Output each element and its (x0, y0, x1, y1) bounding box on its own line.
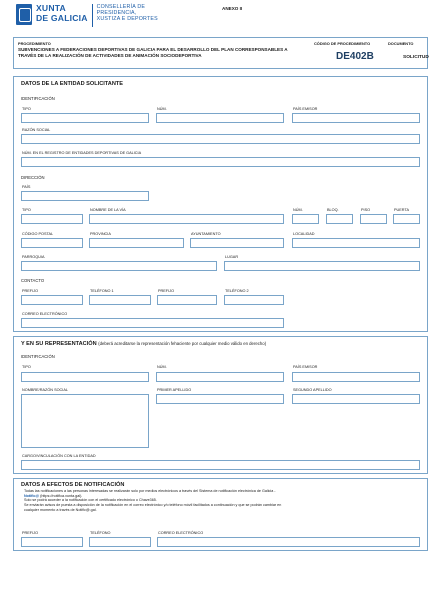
applicant-razon-social-field[interactable] (21, 134, 420, 144)
nombre-via-label: NOMBRE DE LA VÍA (90, 208, 126, 212)
ministry-line-2: PRESIDENCIA, (96, 10, 137, 17)
notice-line-1: Todas las notificaciones a las personas interesadas se realizarán solo por medios electrónicos a través del Sistema de notificación electrónica de Galicia - (24, 489, 276, 493)
prefijo1-label: PREFIJO (22, 289, 39, 293)
prefijo2-label: PREFIJO (158, 289, 175, 293)
ministry-name (97, 4, 158, 22)
num-via-label: NÚM. (293, 208, 303, 212)
ministry-line-3: XUSTIZA E DEPORTES (96, 16, 158, 23)
rep-cargo-field[interactable] (21, 460, 420, 470)
telefono2-label: TELÉFONO 2 (225, 289, 249, 293)
notice-line-2-text: (https://notifica.xunta.gal). (40, 493, 83, 498)
provincia-field[interactable] (89, 238, 184, 248)
rep-segundo-apellido-label: SEGUNDO APELLIDO (293, 388, 332, 392)
xunta-crest-icon (16, 4, 32, 25)
lugar-label: LUGAR (225, 255, 239, 259)
codigo-postal-field[interactable] (21, 238, 83, 248)
procedure-title: SUBVENCIONES A FEDERACIONES DEPORTIVAS DE GALICIA PARA EL DESARROLLO DEL PLAN CORRESPONSABLES A TRAVÉS DE LA REALIZACIÓN DE ACTIVIDADES DE ANIMACIÓN SOCIODEPORTIVA (18, 47, 288, 58)
notif-correo-field[interactable] (157, 537, 420, 547)
correo-label: CORREO ELECTRÓNICO (22, 312, 68, 316)
brand-line-2: DE GALICIA (36, 12, 88, 23)
rep-identification-subtitle: IDENTIFICACIÓN (21, 354, 55, 359)
rep-nombre-label: NOMBRE/RAZÓN SOCIAL (22, 388, 68, 392)
telefono1-label: TELÉFONO 1 (90, 289, 114, 293)
notice-line-5: cualquier momento a través de Notific@.gal. (24, 507, 97, 512)
logo-divider (92, 4, 93, 27)
procedure-code: DE402B (336, 51, 374, 62)
representative-section-title (21, 341, 266, 347)
pais-emisor-label: PAÍS EMISOR (293, 107, 318, 111)
tipo-via-label: TIPO (22, 208, 31, 212)
rep-primer-apellido-field[interactable] (156, 394, 284, 404)
applicant-section (13, 76, 428, 332)
razon-social-label: RAZÓN SOCIAL (22, 128, 51, 132)
rep-num-field[interactable] (156, 372, 284, 382)
brand-name (36, 4, 88, 23)
document-label: DOCUMENTO (388, 41, 414, 46)
correo-field[interactable] (21, 318, 284, 328)
notif-prefijo-field[interactable] (21, 537, 83, 547)
ministry-line-1: CONSELLERÍA DE (96, 4, 146, 10)
notification-section (13, 478, 428, 551)
applicant-pais-emisor-field[interactable] (292, 113, 420, 123)
bloq-field[interactable] (326, 214, 353, 224)
representative-title-text: Y EN SU REPRESENTACIÓN (21, 341, 97, 347)
ayuntamiento-label: AYUNTAMIENTO (191, 232, 221, 236)
representative-section (13, 336, 428, 474)
tipo-via-field[interactable] (21, 214, 83, 224)
prefijo2-field[interactable] (157, 295, 217, 305)
notification-section-title: DATOS A EFECTOS DE NOTIFICACIÓN (21, 482, 125, 488)
procedure-label: PROCEDIMIENTO (18, 41, 51, 46)
prefijo1-field[interactable] (21, 295, 83, 305)
registro-label: NÚM. EN EL REGISTRO DE ENTIDADES DEPORTIVAS DE GALICIA (22, 151, 142, 155)
rep-cargo-label: CARGO/VINCULACIÓN CON LA ENTIDAD (22, 454, 96, 458)
rep-tipo-label: TIPO (22, 365, 31, 369)
notice-line-4: Se enviarán avisos de puesta a disposición de la notificación en el correo electrónico y/o teléfono móvil facilitados a continuación y que se podrán cambiar en (24, 503, 282, 508)
document-value: SOLICITUD (403, 55, 429, 60)
notice-line-3: Solo se podrá acceder a la notificación con el certificado electrónico o Chave365. (24, 498, 157, 503)
telefono2-field[interactable] (224, 295, 284, 305)
piso-field[interactable] (360, 214, 387, 224)
representative-note: (deberá acreditarse la representación fehaciente por cualquier medio válido en derecho) (98, 341, 267, 346)
rep-pais-emisor-field[interactable] (292, 372, 420, 382)
bloq-label: BLOQ. (327, 208, 339, 212)
telefono1-field[interactable] (89, 295, 151, 305)
codigo-postal-label: CÓDIGO POSTAL (22, 232, 54, 236)
brand-line-1: XUNTA (36, 3, 66, 13)
localidad-field[interactable] (292, 238, 420, 248)
provincia-label: PROVINCIA (90, 232, 111, 236)
notif-telefono-field[interactable] (89, 537, 151, 547)
annex-label: ANEXO II (222, 6, 243, 11)
puerta-field[interactable] (393, 214, 420, 224)
num-label: NÚM. (157, 107, 167, 111)
applicant-registro-field[interactable] (21, 157, 420, 167)
procedure-box (13, 37, 428, 69)
pais-label: PAÍS (22, 185, 31, 189)
rep-num-label: NÚM. (157, 365, 167, 369)
direccion-subtitle: DIRECCIÓN (21, 175, 45, 180)
notif-telefono-label: TELÉFONO (90, 531, 111, 535)
procedure-code-label: CÓDIGO DE PROCEDIMIENTO (314, 41, 371, 46)
puerta-label: PUERTA (394, 208, 410, 212)
parroquia-label: PARROQUIA (22, 255, 45, 259)
localidad-label: LOCALIDAD (293, 232, 315, 236)
notif-correo-label: CORREO ELECTRÓNICO (158, 531, 204, 535)
rep-nombre-field[interactable] (21, 394, 149, 448)
notifica-link[interactable]: Notific@ (24, 493, 40, 498)
ayuntamiento-field[interactable] (190, 238, 284, 248)
rep-segundo-apellido-field[interactable] (292, 394, 420, 404)
identification-subtitle: IDENTIFICACIÓN (21, 96, 55, 101)
applicant-pais-field[interactable] (21, 191, 149, 201)
notification-notice (24, 489, 422, 513)
rep-tipo-field[interactable] (21, 372, 149, 382)
xunta-logo (16, 4, 176, 30)
piso-label: PISO (361, 208, 371, 212)
notif-prefijo-label: PREFIJO (22, 531, 39, 535)
rep-primer-apellido-label: PRIMER APELLIDO (157, 388, 192, 392)
applicant-tipo-field[interactable] (21, 113, 149, 123)
applicant-section-title: DATOS DE LA ENTIDAD SOLICITANTE (21, 81, 124, 87)
tipo-label: TIPO (22, 107, 31, 111)
num-via-field[interactable] (292, 214, 319, 224)
applicant-num-field[interactable] (156, 113, 284, 123)
contacto-subtitle: CONTACTO (21, 278, 45, 283)
rep-pais-emisor-label: PAÍS EMISOR (293, 365, 318, 369)
parroquia-field[interactable] (21, 261, 217, 271)
lugar-field[interactable] (224, 261, 420, 271)
nombre-via-field[interactable] (89, 214, 284, 224)
